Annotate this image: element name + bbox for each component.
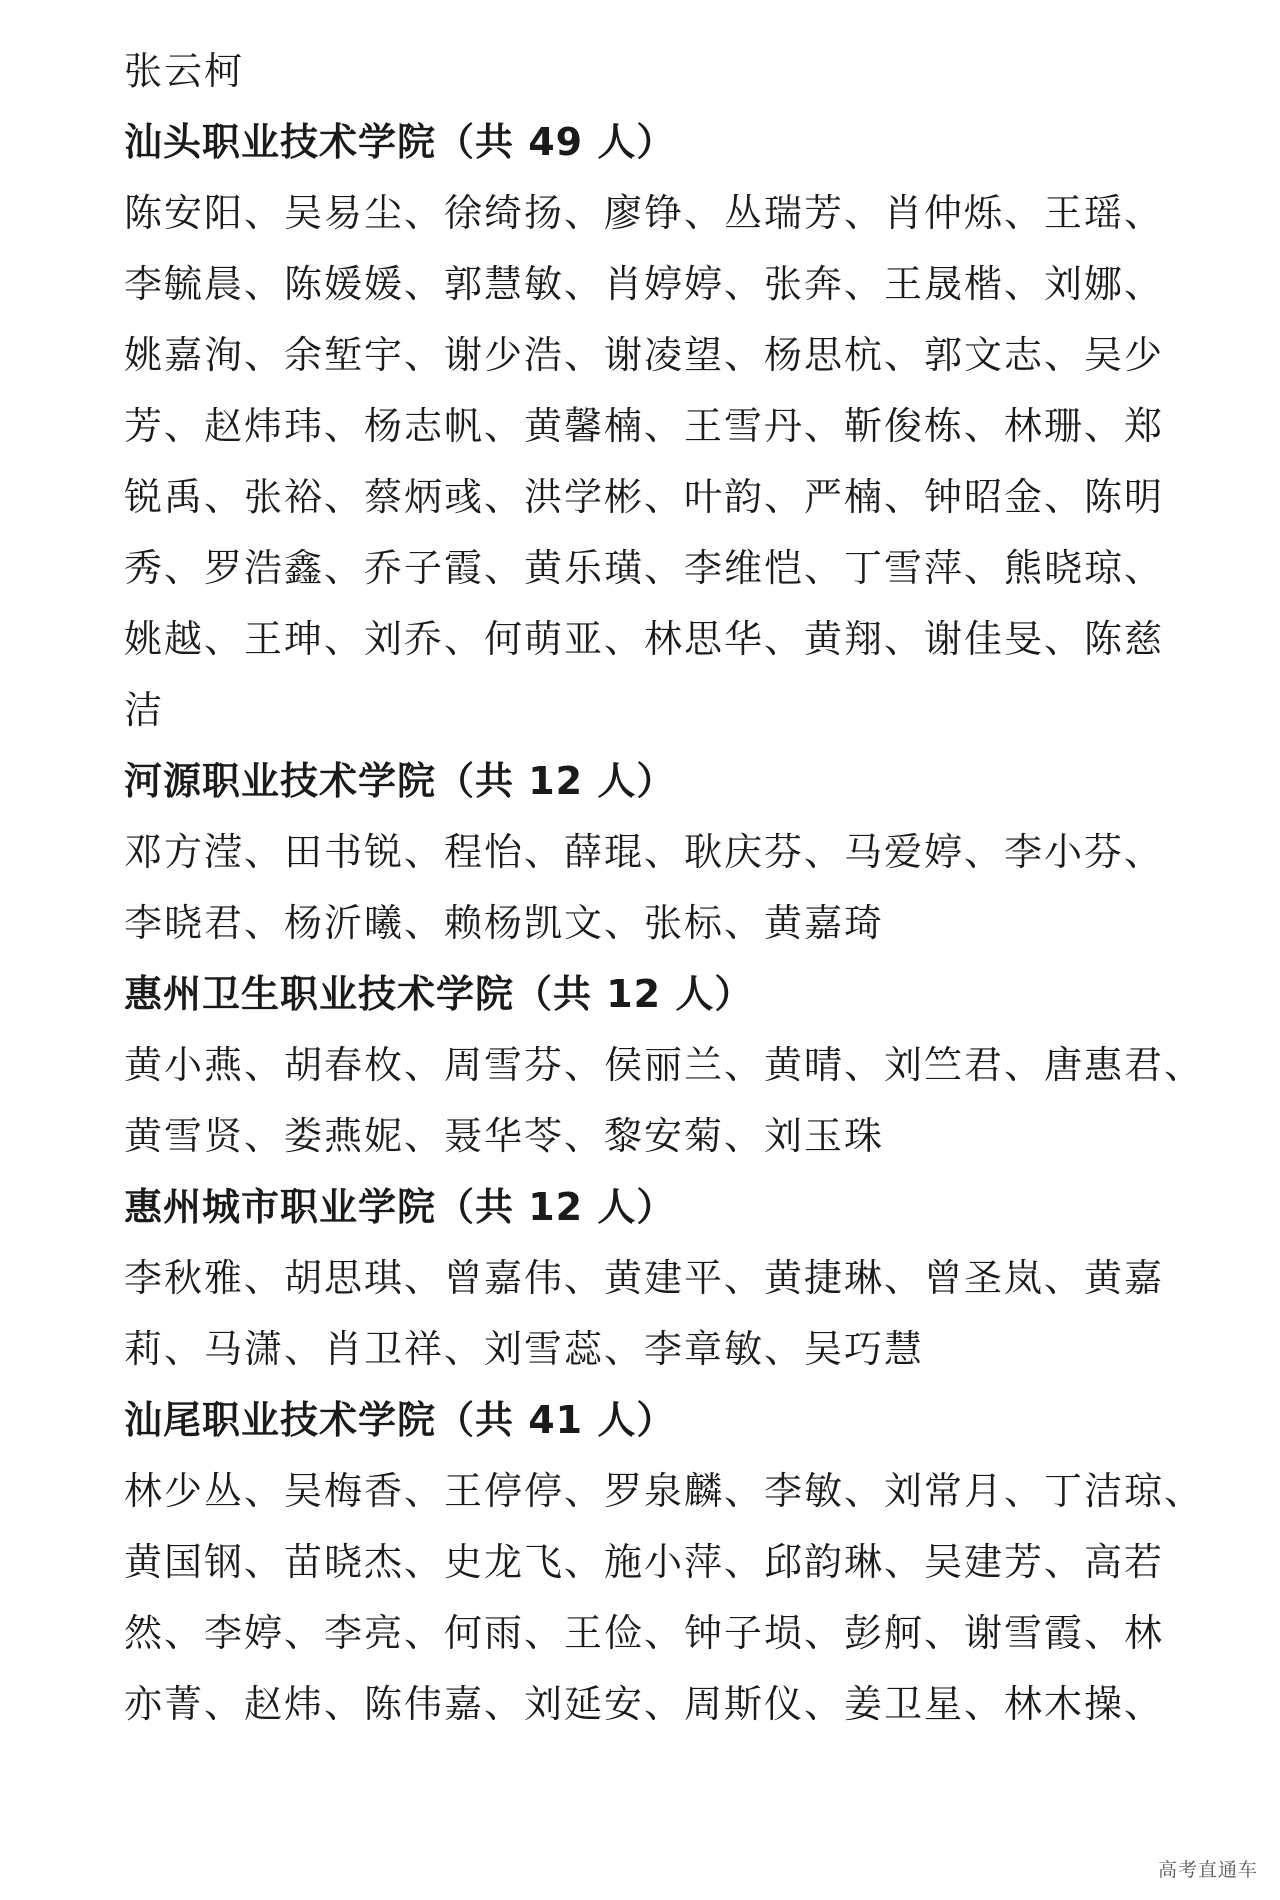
name-line: 洁	[124, 688, 165, 732]
name-line: 然、李婷、李亮、何雨、王俭、钟子埙、彭舸、谢雪霞、林	[124, 1611, 1165, 1655]
school-heading-heyuan: 河源职业技术学院（共 12 人）	[124, 759, 676, 803]
name-line: 亦菁、赵炜、陈伟嘉、刘延安、周斯仪、姜卫星、林木操、	[124, 1682, 1165, 1726]
name-line: 姚越、王珅、刘乔、何萌亚、林思华、黄翔、谢佳旻、陈慈	[124, 617, 1165, 661]
name-line: 李毓晨、陈媛媛、郭慧敏、肖婷婷、张奔、王晟楷、刘娜、	[124, 262, 1165, 306]
name-line: 张云柯	[124, 49, 245, 93]
name-line: 林少丛、吴梅香、王停停、罗泉麟、李敏、刘常月、丁洁琼、	[124, 1469, 1205, 1513]
name-line: 黄国钢、苗晓杰、史龙飞、施小萍、邱韵琳、吴建芳、高若	[124, 1540, 1165, 1584]
name-line: 李晓君、杨沂曦、赖杨凯文、张标、黄嘉琦	[124, 901, 885, 945]
name-line: 锐禹、张裕、蔡炳彧、洪学彬、叶韵、严楠、钟昭金、陈明	[124, 475, 1165, 519]
name-line: 陈安阳、吴易尘、徐绮扬、廖铮、丛瑞芳、肖仲烁、王瑶、	[124, 191, 1165, 235]
name-line: 邓方滢、田书锐、程怡、薛琨、耿庆芬、马爱婷、李小芬、	[124, 830, 1165, 874]
school-heading-shantou: 汕头职业技术学院（共 49 人）	[124, 120, 676, 164]
name-line: 李秋雅、胡思琪、曾嘉伟、黄建平、黄捷琳、曾圣岚、黄嘉	[124, 1256, 1165, 1300]
document-body	[124, 36, 1205, 1740]
name-line: 莉、马潇、肖卫祥、刘雪蕊、李章敏、吴巧慧	[124, 1327, 925, 1371]
school-heading-shanwei: 汕尾职业技术学院（共 41 人）	[124, 1398, 676, 1442]
name-line: 姚嘉洵、余堑宇、谢少浩、谢凌望、杨思杭、郭文志、吴少	[124, 333, 1165, 377]
name-line: 芳、赵炜玮、杨志帆、黄馨楠、王雪丹、靳俊栋、林珊、郑	[124, 404, 1165, 448]
name-line: 黄雪贤、娄燕妮、聂华苓、黎安菊、刘玉珠	[124, 1114, 885, 1158]
name-line: 秀、罗浩鑫、乔子霞、黄乐璜、李维恺、丁雪萍、熊晓琼、	[124, 546, 1165, 590]
watermark: 高考直通车	[1157, 1859, 1258, 1881]
name-line: 黄小燕、胡春枚、周雪芬、侯丽兰、黄晴、刘竺君、唐惠君、	[124, 1043, 1205, 1087]
school-heading-huizhou-city: 惠州城市职业学院（共 12 人）	[124, 1185, 676, 1229]
school-heading-huizhou-health: 惠州卫生职业技术学院（共 12 人）	[124, 972, 754, 1016]
